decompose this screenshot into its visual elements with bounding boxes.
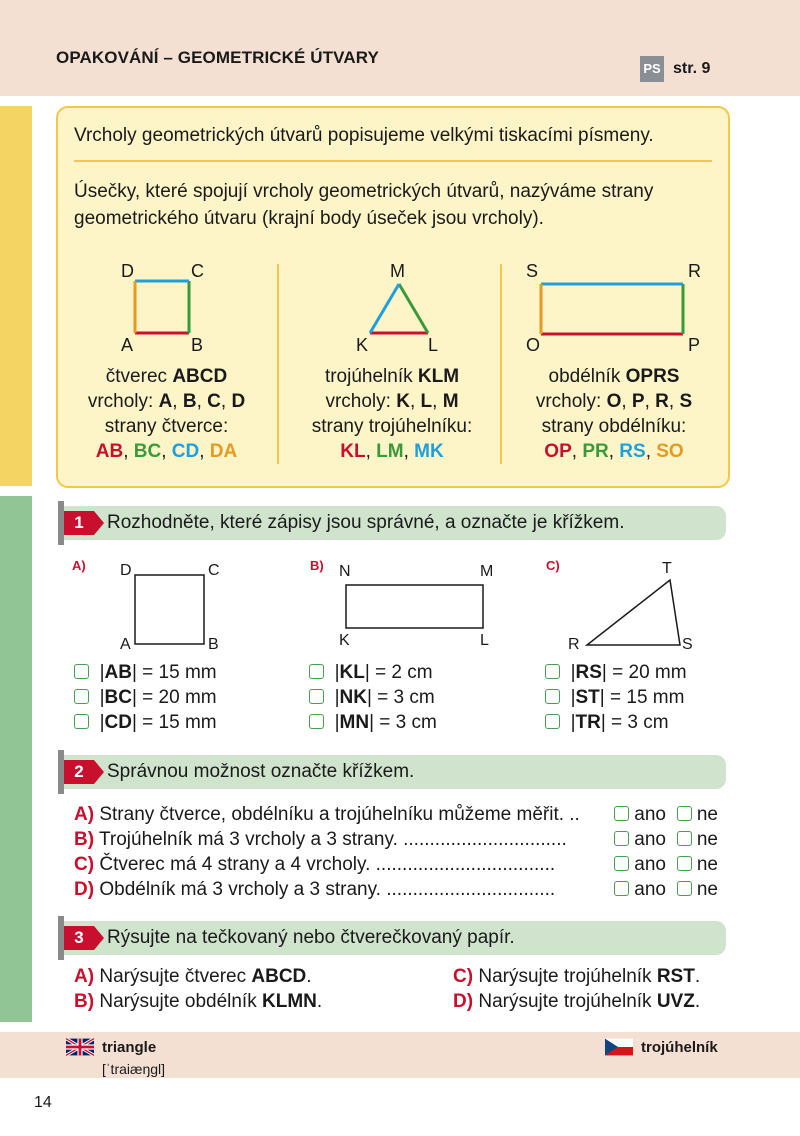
task-shape: UVZ <box>656 991 695 1012</box>
info-line-2b: geometrického útvaru (krajní body úseček jsou vrcholy). <box>74 208 544 229</box>
check-item <box>74 660 217 685</box>
rectangle-description <box>508 364 720 464</box>
vertex: C <box>207 391 221 412</box>
shape-name: KLM <box>417 366 460 387</box>
exercise-instruction: Správnou možnost označte křížkem. <box>107 761 415 782</box>
yes-label: ano <box>634 854 666 875</box>
row-tag: C) <box>74 854 95 875</box>
sides-label: strany trojúhelníku: <box>311 416 473 437</box>
part-label: B) <box>310 558 324 573</box>
arrow-icon <box>94 760 104 784</box>
triangle-klm-figure <box>366 280 434 338</box>
vertex-label: C <box>191 261 204 281</box>
side-mk <box>370 284 399 333</box>
triangle-description <box>287 364 497 464</box>
task-shape: KLMN <box>262 991 317 1012</box>
segment: NK <box>339 687 367 708</box>
segment: CD <box>104 712 132 733</box>
pronunciation: [ˈtraiæŋgl] <box>102 1061 166 1077</box>
vertex: A <box>158 391 173 412</box>
vertex-label: L <box>428 335 439 355</box>
segment: ST <box>575 687 600 708</box>
length: = 15 mm <box>604 687 685 708</box>
vertex: D <box>231 391 246 412</box>
vertex: P <box>631 391 645 412</box>
name-prefix: obdélník <box>548 366 626 387</box>
abs-bar: | <box>570 687 576 708</box>
no-label: ne <box>696 854 718 875</box>
vertex-label: R <box>688 261 701 281</box>
segment: BC <box>104 687 132 708</box>
name-prefix: čtverec <box>105 366 173 387</box>
statement: Čtverec má 4 strany a 4 vrcholy. <box>99 854 371 875</box>
yes-label: ano <box>634 829 666 850</box>
abs-bar: | <box>131 712 137 733</box>
check-item <box>309 710 437 735</box>
separator: , <box>571 441 583 462</box>
vertex-label: B <box>208 636 219 653</box>
triangle-figure <box>584 576 684 648</box>
side-name: PR <box>582 441 609 462</box>
sides-label: strany obdélníku: <box>541 416 687 437</box>
shape-name: ABCD <box>172 366 228 387</box>
leader-dots: ................................ <box>386 879 556 900</box>
czech-flag-icon <box>605 1038 633 1056</box>
side-strip-yellow <box>0 106 32 486</box>
exercise-instruction: Rýsujte na tečkovaný nebo čtverečkovaný papír. <box>107 927 515 948</box>
vertex-label: M <box>480 563 494 580</box>
side-name: AB <box>95 441 124 462</box>
length: = 3 cm <box>371 687 435 708</box>
square-description <box>64 364 269 464</box>
leader-dots: ............................... <box>403 829 567 850</box>
checkbox[interactable] <box>74 664 89 679</box>
yes-label: ano <box>634 879 666 900</box>
vertex-label: D <box>121 261 134 281</box>
checkbox[interactable] <box>74 714 89 729</box>
task-text: Narýsujte obdélník <box>99 991 262 1012</box>
side-strip-green <box>0 496 32 1022</box>
page-number: 14 <box>34 1094 52 1111</box>
task-a <box>74 966 312 988</box>
column-divider <box>500 264 502 464</box>
vertex-label: M <box>390 261 405 281</box>
task-tag: A) <box>74 966 95 987</box>
separator: , <box>220 391 232 412</box>
info-line-1: Vrcholy geometrických útvarů popisujeme velkými tiskacími písmeny. <box>74 125 654 146</box>
checkbox-yes[interactable] <box>614 831 629 846</box>
side-name: MK <box>414 441 444 462</box>
segment: AB <box>104 662 132 683</box>
checkbox-no[interactable] <box>677 856 692 871</box>
row-tag: D) <box>74 879 95 900</box>
abs-bar: | <box>600 712 606 733</box>
task-tag: D) <box>453 991 474 1012</box>
segment: TR <box>575 712 601 733</box>
task-text: Narýsujte čtverec <box>99 966 252 987</box>
statement-row <box>74 852 734 877</box>
checklist-a <box>74 660 217 735</box>
segment: KL <box>339 662 365 683</box>
abs-bar: | <box>99 687 105 708</box>
name-prefix: trojúhelník <box>324 366 418 387</box>
checkbox-no[interactable] <box>677 881 692 896</box>
ps-badge: PS <box>640 56 664 82</box>
no-label: ne <box>696 804 718 825</box>
checklist-b <box>309 660 437 735</box>
exercise-number: 1 <box>64 511 94 535</box>
check-item <box>545 685 687 710</box>
vertices-prefix: vrcholy: <box>325 391 397 412</box>
vertex-label: O <box>526 335 541 355</box>
abs-bar: | <box>570 712 576 733</box>
checkbox[interactable] <box>545 664 560 679</box>
checkbox-no[interactable] <box>677 831 692 846</box>
task-shape: ABCD <box>251 966 307 987</box>
side-name: BC <box>133 441 162 462</box>
separator: , <box>644 391 656 412</box>
task-text: Narýsujte trojúhelník <box>478 991 657 1012</box>
no-label: ne <box>696 829 718 850</box>
punct: . <box>694 966 701 987</box>
shape-name: OPRS <box>625 366 680 387</box>
side-name: KL <box>340 441 366 462</box>
abs-bar: | <box>334 687 340 708</box>
row-tag: B) <box>74 829 95 850</box>
column-divider <box>277 264 279 464</box>
punct: . <box>316 991 323 1012</box>
separator: , <box>365 441 377 462</box>
checkbox-no[interactable] <box>677 806 692 821</box>
separator: , <box>199 441 210 462</box>
vertex-label: N <box>339 563 351 580</box>
separator: , <box>432 391 443 412</box>
checkbox[interactable] <box>74 689 89 704</box>
row-tag: A) <box>74 804 95 825</box>
task-tag: B) <box>74 991 95 1012</box>
separator: , <box>172 391 183 412</box>
separator: , <box>161 441 172 462</box>
separator: , <box>608 441 620 462</box>
checkbox-yes[interactable] <box>614 856 629 871</box>
abs-bar: | <box>131 662 137 683</box>
statement-row <box>74 827 734 852</box>
info-divider <box>74 160 712 162</box>
separator: , <box>403 441 415 462</box>
abs-bar: | <box>601 662 607 683</box>
vertex-label: A <box>121 335 134 355</box>
leader-dots: .. <box>569 804 580 825</box>
abs-bar: | <box>599 687 605 708</box>
statement: Obdélník má 3 vrcholy a 3 strany. <box>99 879 381 900</box>
part-label: A) <box>72 558 86 573</box>
segment: MN <box>339 712 370 733</box>
abs-bar: | <box>131 687 137 708</box>
abs-bar: | <box>366 687 372 708</box>
checkbox[interactable] <box>309 689 324 704</box>
length: = 2 cm <box>369 662 433 683</box>
statement: Strany čtverce, obdélníku a trojúhelníku můžeme měřit. <box>99 804 564 825</box>
abs-bar: | <box>99 662 105 683</box>
side-name: RS <box>619 441 646 462</box>
separator: , <box>409 391 421 412</box>
statement: Trojúhelník má 3 vrcholy a 3 strany. <box>99 829 398 850</box>
vertex-label: K <box>356 335 369 355</box>
checklist-c <box>545 660 687 735</box>
statement-row <box>74 802 734 827</box>
task-text: Narýsujte trojúhelník <box>478 966 657 987</box>
vertex: L <box>420 391 433 412</box>
uk-flag-icon <box>66 1038 94 1056</box>
length: = 3 cm <box>374 712 437 733</box>
vertex-label: K <box>339 632 350 649</box>
sides-label: strany čtverce: <box>104 416 229 437</box>
side-name: LM <box>376 441 404 462</box>
square-figure <box>134 574 206 646</box>
no-label: ne <box>696 879 718 900</box>
vertex: K <box>396 391 410 412</box>
vertex-label: L <box>480 632 489 649</box>
vertex-label: T <box>662 560 672 577</box>
length: = 20 mm <box>136 687 217 708</box>
vertex: R <box>655 391 669 412</box>
separator: , <box>645 441 657 462</box>
abs-bar: | <box>334 712 340 733</box>
checkbox-yes[interactable] <box>614 806 629 821</box>
arrow-icon <box>94 926 104 950</box>
separator: , <box>123 441 134 462</box>
side-name: DA <box>209 441 238 462</box>
task-b <box>74 991 322 1013</box>
side-name: CD <box>171 441 200 462</box>
exercise-number: 2 <box>64 760 94 784</box>
part-label: C) <box>546 558 560 573</box>
punct: . <box>694 991 701 1012</box>
checkbox[interactable] <box>309 714 324 729</box>
square-abcd-figure <box>130 276 196 338</box>
leader-dots: .................................. <box>375 854 556 875</box>
statement-row <box>74 877 734 902</box>
czech-word: trojúhelník <box>641 1039 718 1056</box>
checkbox[interactable] <box>545 714 560 729</box>
vertex: O <box>606 391 622 412</box>
check-item <box>545 710 687 735</box>
check-item <box>309 660 437 685</box>
exercise-instruction: Rozhodněte, které zápisy jsou správné, a označte je křížkem. <box>107 512 625 533</box>
task-d <box>453 991 700 1013</box>
page-reference: str. 9 <box>673 60 711 77</box>
arrow-icon <box>94 511 104 535</box>
abs-bar: | <box>364 662 370 683</box>
yes-no-list <box>74 802 734 902</box>
check-item <box>309 685 437 710</box>
length: = 20 mm <box>606 662 687 683</box>
abs-bar: | <box>369 712 374 733</box>
page-title: OPAKOVÁNÍ – GEOMETRICKÉ ÚTVARY <box>56 48 379 67</box>
vertex-label: C <box>208 562 220 579</box>
english-word: triangle <box>102 1039 157 1056</box>
task-c <box>453 966 700 988</box>
exercise-number: 3 <box>64 926 94 950</box>
check-item <box>74 710 217 735</box>
rectangle-oprs-figure <box>536 279 688 339</box>
check-item <box>74 685 217 710</box>
checkbox-yes[interactable] <box>614 881 629 896</box>
info-line-2a: Úsečky, které spojují vrcholy geometrických útvarů, nazýváme strany <box>74 181 654 202</box>
yes-label: ano <box>634 804 666 825</box>
separator: , <box>668 391 680 412</box>
vertex-label: P <box>688 335 701 355</box>
separator: , <box>196 391 208 412</box>
vertices-prefix: vrcholy: <box>87 391 159 412</box>
check-item <box>545 660 687 685</box>
abs-bar: | <box>334 662 340 683</box>
vertex: B <box>182 391 197 412</box>
length: = 15 mm <box>136 712 217 733</box>
side-name: SO <box>656 441 684 462</box>
abs-bar: | <box>570 662 576 683</box>
side-lm <box>399 284 428 333</box>
vertex-label: A <box>120 636 131 653</box>
task-tag: C) <box>453 966 474 987</box>
checkbox[interactable] <box>545 689 560 704</box>
vertex-label: B <box>191 335 204 355</box>
punct: . <box>306 966 312 987</box>
separator: , <box>621 391 632 412</box>
length: = 15 mm <box>136 662 217 683</box>
abs-bar: | <box>99 712 105 733</box>
vertex-label: D <box>120 562 132 579</box>
vertex-label: S <box>526 261 539 281</box>
length: = 3 cm <box>605 712 669 733</box>
rectangle-figure <box>345 584 485 630</box>
vertex-label: R <box>568 636 580 653</box>
vertex-label: S <box>682 636 693 653</box>
vertex: M <box>442 391 459 412</box>
checkbox[interactable] <box>309 664 324 679</box>
segment: RS <box>575 662 602 683</box>
task-shape: RST <box>656 966 695 987</box>
side-name: OP <box>544 441 572 462</box>
vertices-prefix: vrcholy: <box>535 391 607 412</box>
vertex: S <box>679 391 693 412</box>
